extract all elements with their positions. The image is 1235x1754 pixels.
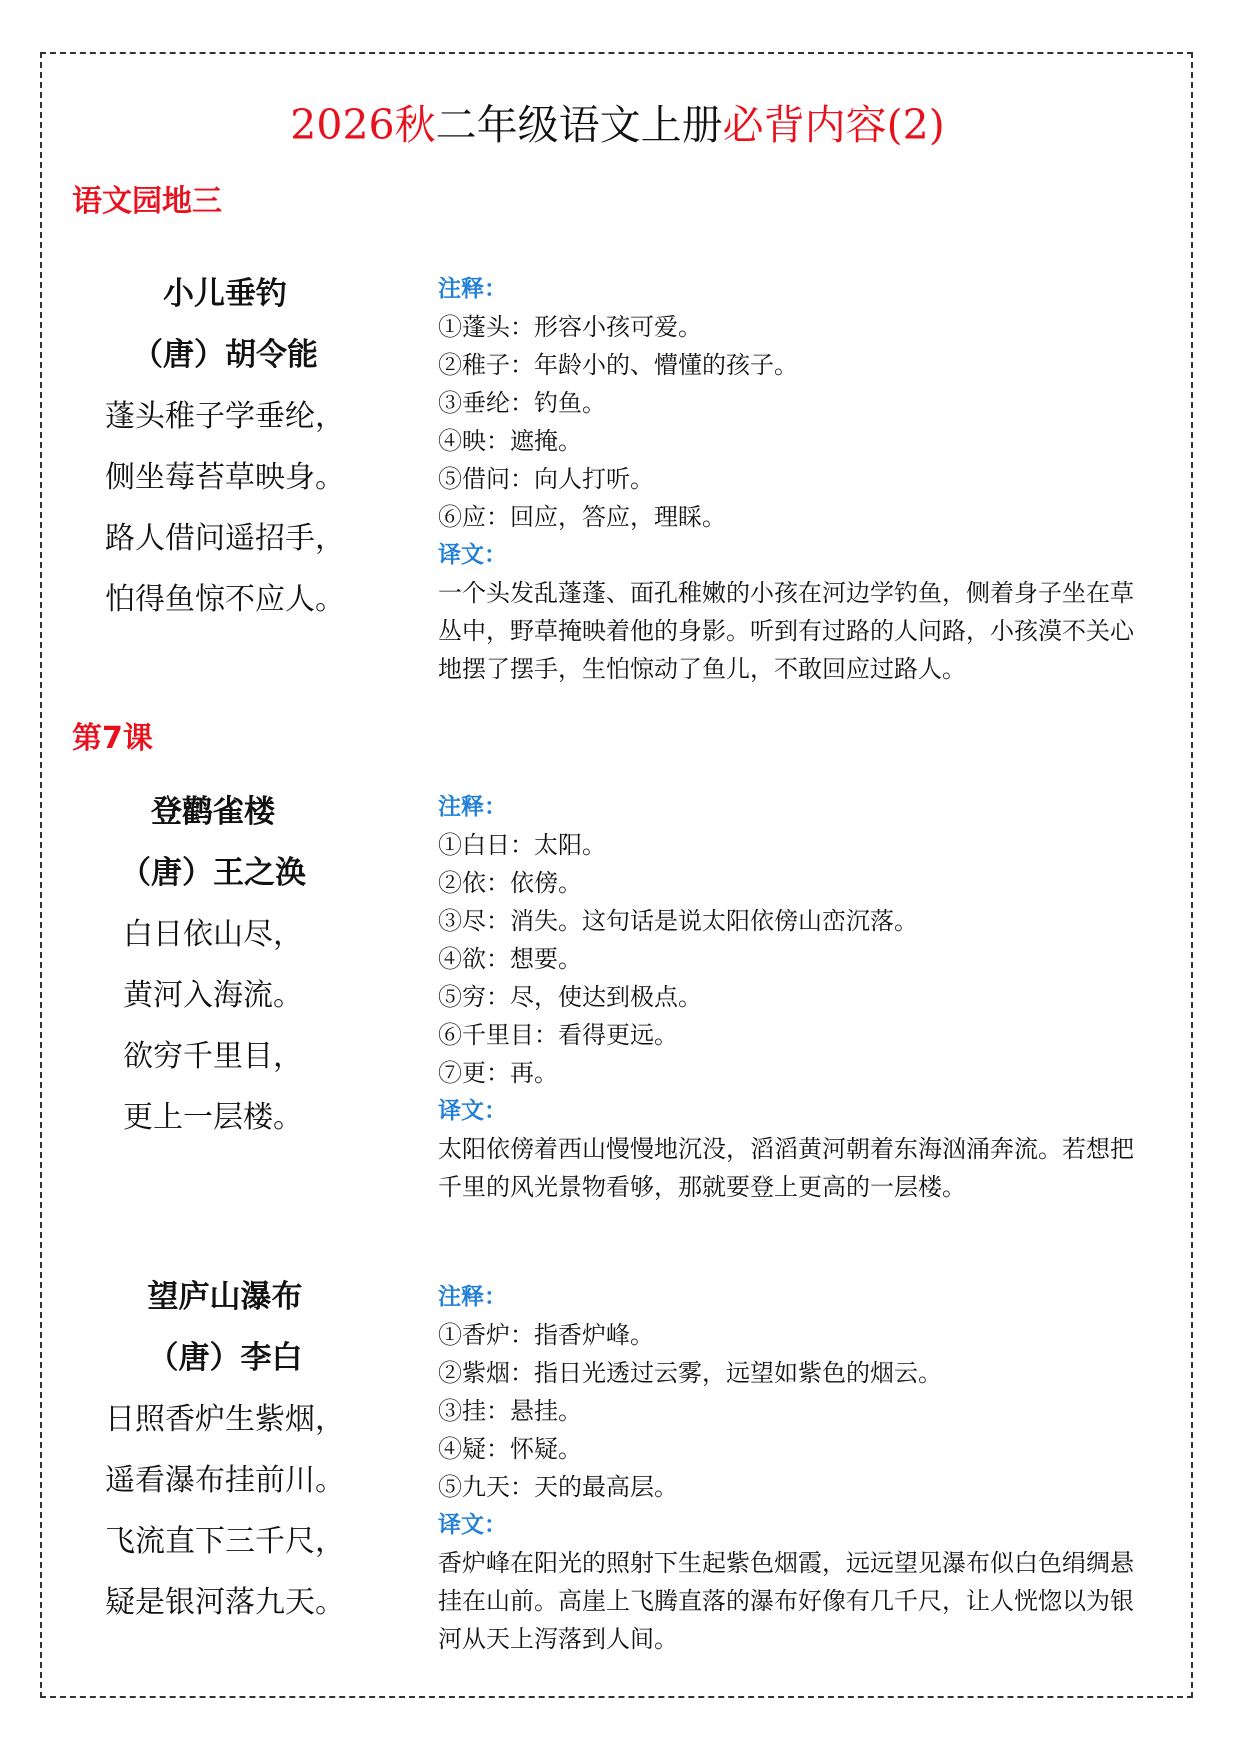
note-item: ③挂：悬挂。 <box>438 1397 582 1425</box>
note-item: ①白日：太阳。 <box>438 831 606 859</box>
page-title <box>0 95 1235 155</box>
note-item: ②稚子：年龄小的、懵懂的孩子。 <box>438 351 798 379</box>
poem-line: 欲穷千里目， <box>123 1039 303 1074</box>
title-subject: 二年级语文上册 <box>435 101 723 149</box>
note-item: ④疑：怀疑。 <box>438 1435 582 1463</box>
title-content: 必背内容(2) <box>722 101 945 149</box>
translation-label: 译文： <box>438 1512 507 1538</box>
note-item: ⑤借问：向人打听。 <box>438 465 654 493</box>
note-item: ③尽：消失。这句话是说太阳依傍山峦沉落。 <box>438 907 918 935</box>
poem-line: 蓬头稚子学垂纶， <box>105 399 345 434</box>
note-item: ③垂纶：钓鱼。 <box>438 389 606 417</box>
note-item: ①蓬头：形容小孩可爱。 <box>438 313 702 341</box>
poem-2 <box>48 782 378 1148</box>
poem-line: 更上一层楼。 <box>123 1100 303 1135</box>
poem-line: 飞流直下三千尺， <box>105 1524 345 1559</box>
translation-label: 译文： <box>438 1098 507 1124</box>
poem-line: 白日依山尽， <box>123 917 303 952</box>
poem-line: 疑是银河落九天。 <box>105 1585 345 1620</box>
note-item: ②依：依傍。 <box>438 869 582 897</box>
poem-3 <box>60 1267 390 1633</box>
poem-title: 小儿垂钓 <box>163 276 287 312</box>
note-item: ②紫烟：指日光透过云雾，远望如紫色的烟云。 <box>438 1359 942 1387</box>
notes-label: 注释： <box>438 276 507 302</box>
section-heading-lesson-7: 第7课 <box>72 721 153 756</box>
poem-line: 怕得鱼惊不应人。 <box>105 582 345 617</box>
poem-line: 遥看瀑布挂前川。 <box>105 1463 345 1498</box>
poem-line: 黄河入海流。 <box>123 978 303 1013</box>
notes-label: 注释： <box>438 1284 507 1310</box>
poem-3-notes <box>438 1278 1150 1658</box>
note-item: ④欲：想要。 <box>438 945 582 973</box>
poem-1 <box>60 264 390 630</box>
translation-text: 一个头发乱蓬蓬、面孔稚嫩的小孩在河边学钓鱼，侧着身子坐在草丛中，野草掩映着他的身影。听到有过路的人问路，小孩漠不关心地摆了摆手，生怕惊动了鱼儿，不敢回应过路人。 <box>438 579 1134 683</box>
poem-title: 登鹳雀楼 <box>151 794 275 830</box>
poem-2-notes <box>438 788 1150 1206</box>
note-item: ⑤穷：尽，使达到极点。 <box>438 983 702 1011</box>
poem-author: （唐）胡令能 <box>132 337 318 373</box>
poem-line: 日照香炉生紫烟， <box>105 1402 345 1437</box>
notes-label: 注释： <box>438 794 507 820</box>
poem-1-notes <box>438 270 1150 688</box>
translation-text: 太阳依傍着西山慢慢地沉没，滔滔黄河朝着东海汹涌奔流。若想把千里的风光景物看够，那就要登上更高的一层楼。 <box>438 1135 1134 1201</box>
poem-line: 侧坐莓苔草映身。 <box>105 460 345 495</box>
poem-line: 路人借问遥招手， <box>105 521 345 556</box>
note-item: ⑦更：再。 <box>438 1059 558 1087</box>
note-item: ⑤九天：天的最高层。 <box>438 1473 678 1501</box>
note-item: ⑥应：回应，答应，理睬。 <box>438 503 726 531</box>
note-item: ④映：遮掩。 <box>438 427 582 455</box>
translation-text: 香炉峰在阳光的照射下生起紫色烟霞，远远望见瀑布似白色绢绸悬挂在山前。高崖上飞腾直落的瀑布好像有几千尺，让人恍惚以为银河从天上泻落到人间。 <box>438 1549 1134 1653</box>
poem-title: 望庐山瀑布 <box>147 1279 303 1315</box>
poem-author: （唐）李白 <box>147 1340 303 1376</box>
translation-label: 译文： <box>438 542 507 568</box>
poem-author: （唐）王之涣 <box>120 855 306 891</box>
section-heading-yuwen-yuandi: 语文园地三 <box>72 184 222 219</box>
note-item: ①香炉：指香炉峰。 <box>438 1321 654 1349</box>
note-item: ⑥千里目：看得更远。 <box>438 1021 678 1049</box>
title-year: 2026秋 <box>290 101 436 149</box>
